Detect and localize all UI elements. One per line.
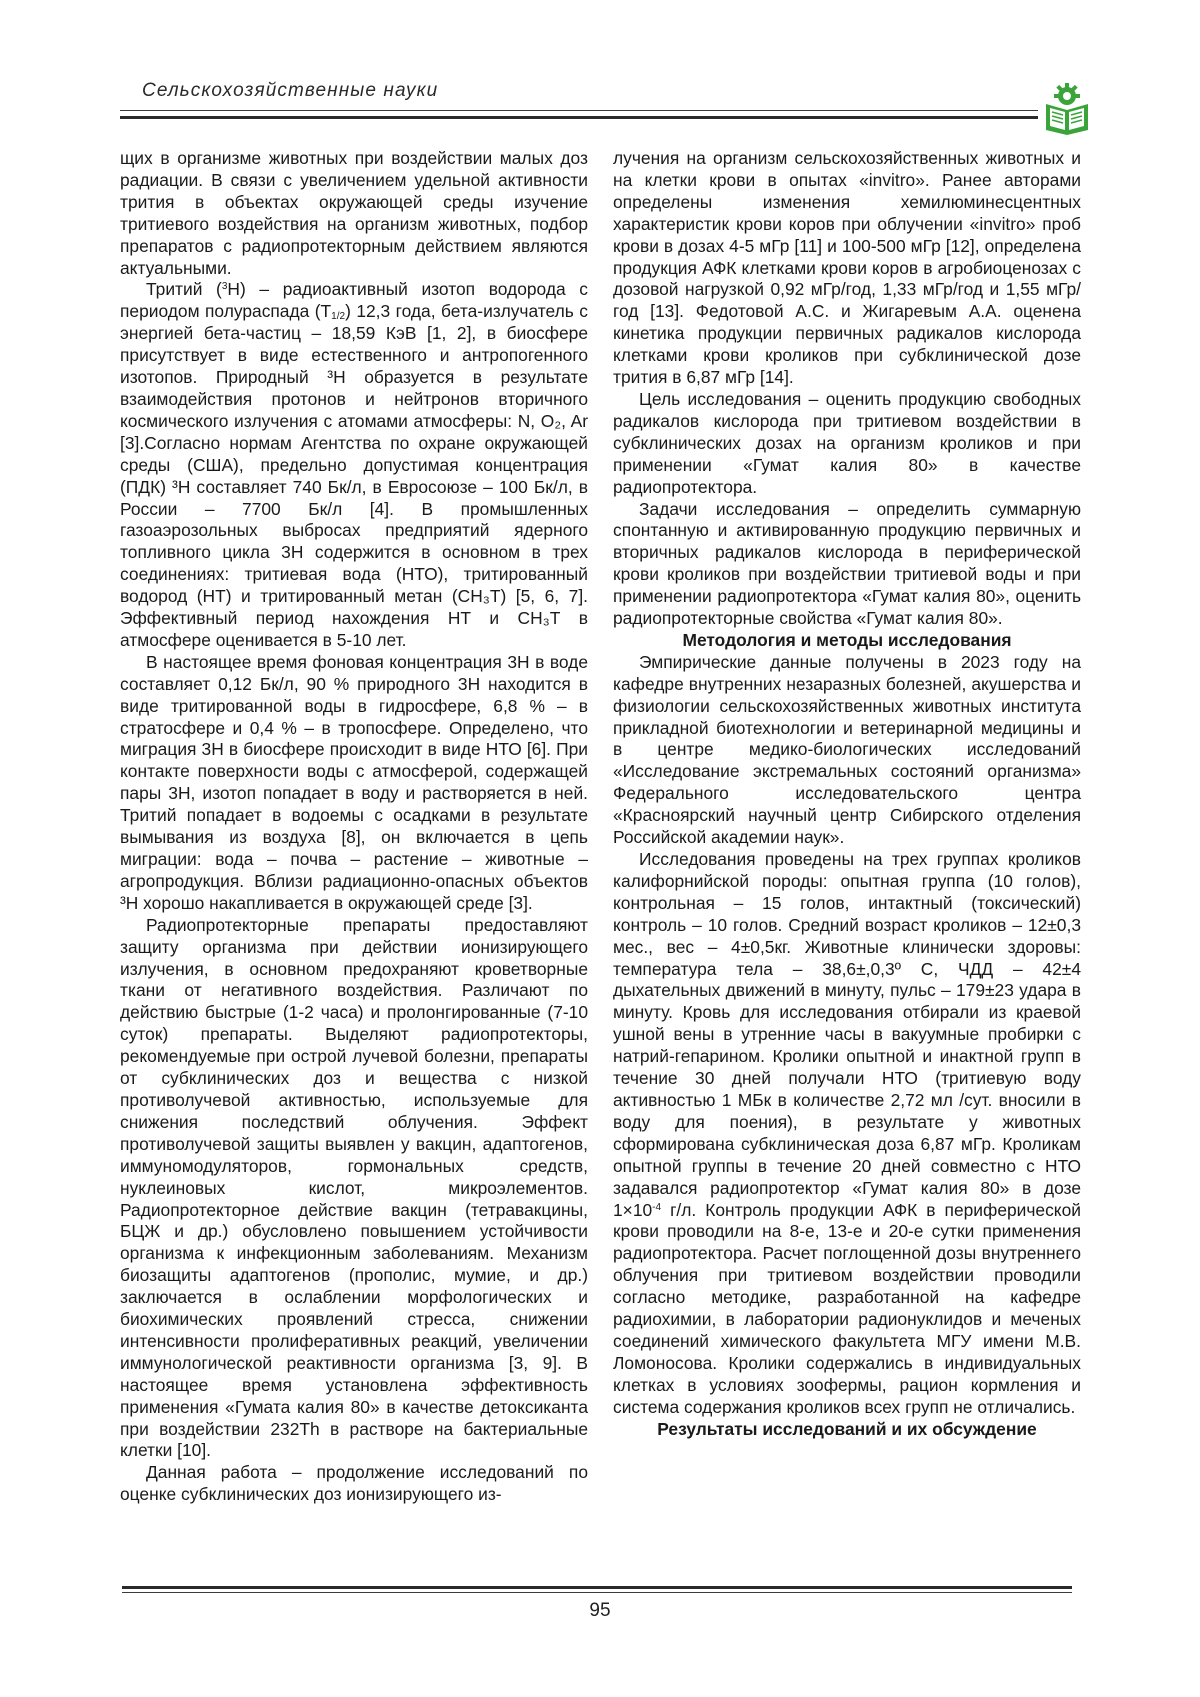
paragraph: Исследования проведены на трех группах кроликов калифорнийской породы: опытная группа (10 голов), контрольная – 15 голов, интактный (токсический) контроль – 10 голов. Средний возраст кроликов – 12±0,3 мес., вес – 4±0,5кг. Животные клинически здоровы: температура тела – 38,6±,0,3º С, ЧДД – 42±4 дыхательных движений в минуту, пульс – 179±23 удара в минуту. Кровь для исследования отбирали из краевой ушной вены в утренние часы в вакуумные пробирки с натрий-гепарином. Кролики опытной и инактной групп в течение 30 дней получали НТО (тритиевую воду активностью 1 МБк в количестве 2,72 мл /сут. вносили в воду для поения), в результате у животных сформирована субклиническая доза 6,87 мГр. Кроликам опытной группы в течение 20 дней совместно с НТО задавался радиопротектор «Гумат калия 80» в дозе $1\times 10^{-4}$ г/л. Контроль продукции АФК в периферической крови проводили на 8-е, 13-е и 20-е сутки применения радиопротектора. Расчет поглощенной дозы внутреннего облучения при тритиевом воздействии проводили согласно методике, разработанной на кафедре радиохимии, в лаборатории радионуклидов и меченых соединений химического факультета МГУ имени М.В. Ломоносова. Кролики содержались в индивидуальных клетках в условиях зоофермы, рацион кормления и система содержания кроликов всех групп не отличались. <box>613 849 1081 1417</box>
paragraph: Эмпирические данные получены в 2023 году на кафедре внутренних незаразных болезней, акушерства и физиологии сельскохозяйственных животных института прикладной биотехнологии и ветеринарной медицины и в центре медико-биологических исследований «Исследование экстремальных состояний организма» Федерального исследовательского центра «Красноярский научный центр Сибирского отделения Российской академии наук». <box>613 651 1081 848</box>
paragraph: щих в организме животных при воздействии малых доз радиации. В связи с увеличением удельной активности трития в объектах окружающей среды изучение тритиевого воздействия на организм животных, подбор препаратов с радиопротекторным действием являются актуальными. <box>120 148 588 278</box>
footer-rule-thick <box>122 1586 1072 1589</box>
paragraph: Данная работа – продолжение исследований по оценке субклинических доз ионизирующего из- <box>120 1462 588 1505</box>
footer-rule-thin <box>122 1592 1072 1593</box>
right-column <box>613 148 1081 1440</box>
left-column <box>120 148 588 1506</box>
paragraph: лучения на организм сельскохозяйственных животных и на клетки крови в опытах «invitro». Ранее авторами определены изменения хемилюминесцентных характеристик крови коров при облучении «invitro» проб крови в дозах 4-5 мГр [11] и 100-500 мГр [12], определена продукция АФК клетками крови коров в агробиоценозах с дозовой нагрузкой 0,92 мГр/год, 1,33 мГр/год и 1,55 мГр/год [13]. Федотовой А.С. и Жигаревым А.А. оценена кинетика продукции первичных радикалов кислорода клетками крови кроликов при субклинической дозе трития в 6,87 мГр [14]. <box>613 148 1081 388</box>
header-rule-thick <box>120 116 1038 119</box>
open-book-gear-icon <box>1040 82 1094 136</box>
paragraph: Радиопротекторные препараты предоставляют защиту организма при действии ионизирующего излучения, в основном предохраняют кроветворные ткани от негативного воздействия. Различают по действию быстрые (1-2 часа) и пролонгированные (7-10 суток) препараты. Выделяют радиопротекторы, рекомендуемые при острой лучевой болезни, препараты от субклинических доз и вещества с низкой противолучевой активностью, используемые для снижения последствий облучения. Эффект противолучевой защиты выявлен у вакцин, адаптогенов, иммуномодуляторов, гормональных средств, нуклеиновых кислот, микроэлементов. Радиопротекторное действие вакцин (тетравакцины, БЦЖ и др.) обусловлено повышением устойчивости организма к инфекционным заболеваниям. Механизм биозащиты адаптогенов (прополис, мумие, и др.) заключается в ослаблении морфологических и биохимических проявлений стресса, снижении интенсивности пролиферативных реакций, увеличении иммунологической реактивности организма [3, 9]. В настоящее время установлена эффективность применения «Гумата калия 80» в качестве детоксиканта при воздействии 232Th в растворе на бактериальные клетки [10]. <box>120 914 588 1461</box>
paragraph: Цель исследования – оценить продукцию свободных радикалов кислорода при тритиевом воздействии в субклинических дозах на организм кроликов и при применении «Гумат калия 80» в качестве радиопротектора. <box>613 388 1081 497</box>
section-heading-methods: Методология и методы исследования <box>682 629 1012 650</box>
paragraph: Задачи исследования – определить суммарную спонтанную и активированную продукцию первичных и вторичных радикалов кислорода в периферической крови кроликов при воздействии тритиевой воды и при применении радиопротектора «Гумат калия 80», оценить радиопротекторные свойства «Гумат калия 80». <box>613 498 1081 629</box>
paragraph: Тритий ($^3$Н) – радиоактивный изотоп водорода с периодом полураспада $(Т_{1/2})$ 12,3 года, бета-излучатель с энергией бета-частиц – 18,59 КэВ [1, 2], в биосфере присутствует в виде естественного и антропогенного изотопов. Природный ³Н образуется в результате взаимодействия протонов и нейтронов вторичного космического излучения с атомами атмосферы: N, O₂, Ar [3].Согласно нормам Агентства по охране окружающей среды (США), предельно допустимая концентрация (ПДК) ³Н составляет 740 Бк/л, в Евросоюзе – 100 Бк/л, в России – 7700 Бк/л [4]. В промышленных газоаэрозольных выбросах предприятий ядерного топливного цикла 3Н содержится в основном в трех соединениях: тритиевая вода (НТО), тритированный водород (НТ) и тритированный метан (СН₃Т) [5, 6, 7]. Эффективный период нахождения НТ и СН₃Т в атмосфере оценивается в 5-10 лет. <box>120 279 588 650</box>
journal-section-title: Сельскохозяйственные науки <box>142 80 439 101</box>
running-header <box>120 70 1080 140</box>
paragraph: В настоящее время фоновая концентрация 3Н в воде составляет 0,12 Бк/л, 90 % природного 3Н находится в виде тритированной воды в гидросфере, 6,8 % – в стратосфере и 0,4 % – в тропосфере. Определено, что миграция 3Н в биосфере происходит в виде НТО [6]. При контакте поверхности воды с атмосферой, содержащей пары 3Н, изотоп попадает в воду и растворяется в ней. Тритий попадает в водоемы с осадками в результате вымывания из воздуха [8], он включается в цепь миграции: вода – почва – растение – животные – агропродукция. Вблизи радиационно-опасных объектов ³Н хорошо накапливается в окружающей среде [3]. <box>120 651 588 913</box>
section-heading-results: Результаты исследований и их обсуждение <box>657 1418 1037 1439</box>
header-rule-thin <box>120 110 1038 111</box>
page-number: 95 <box>589 1600 611 1621</box>
